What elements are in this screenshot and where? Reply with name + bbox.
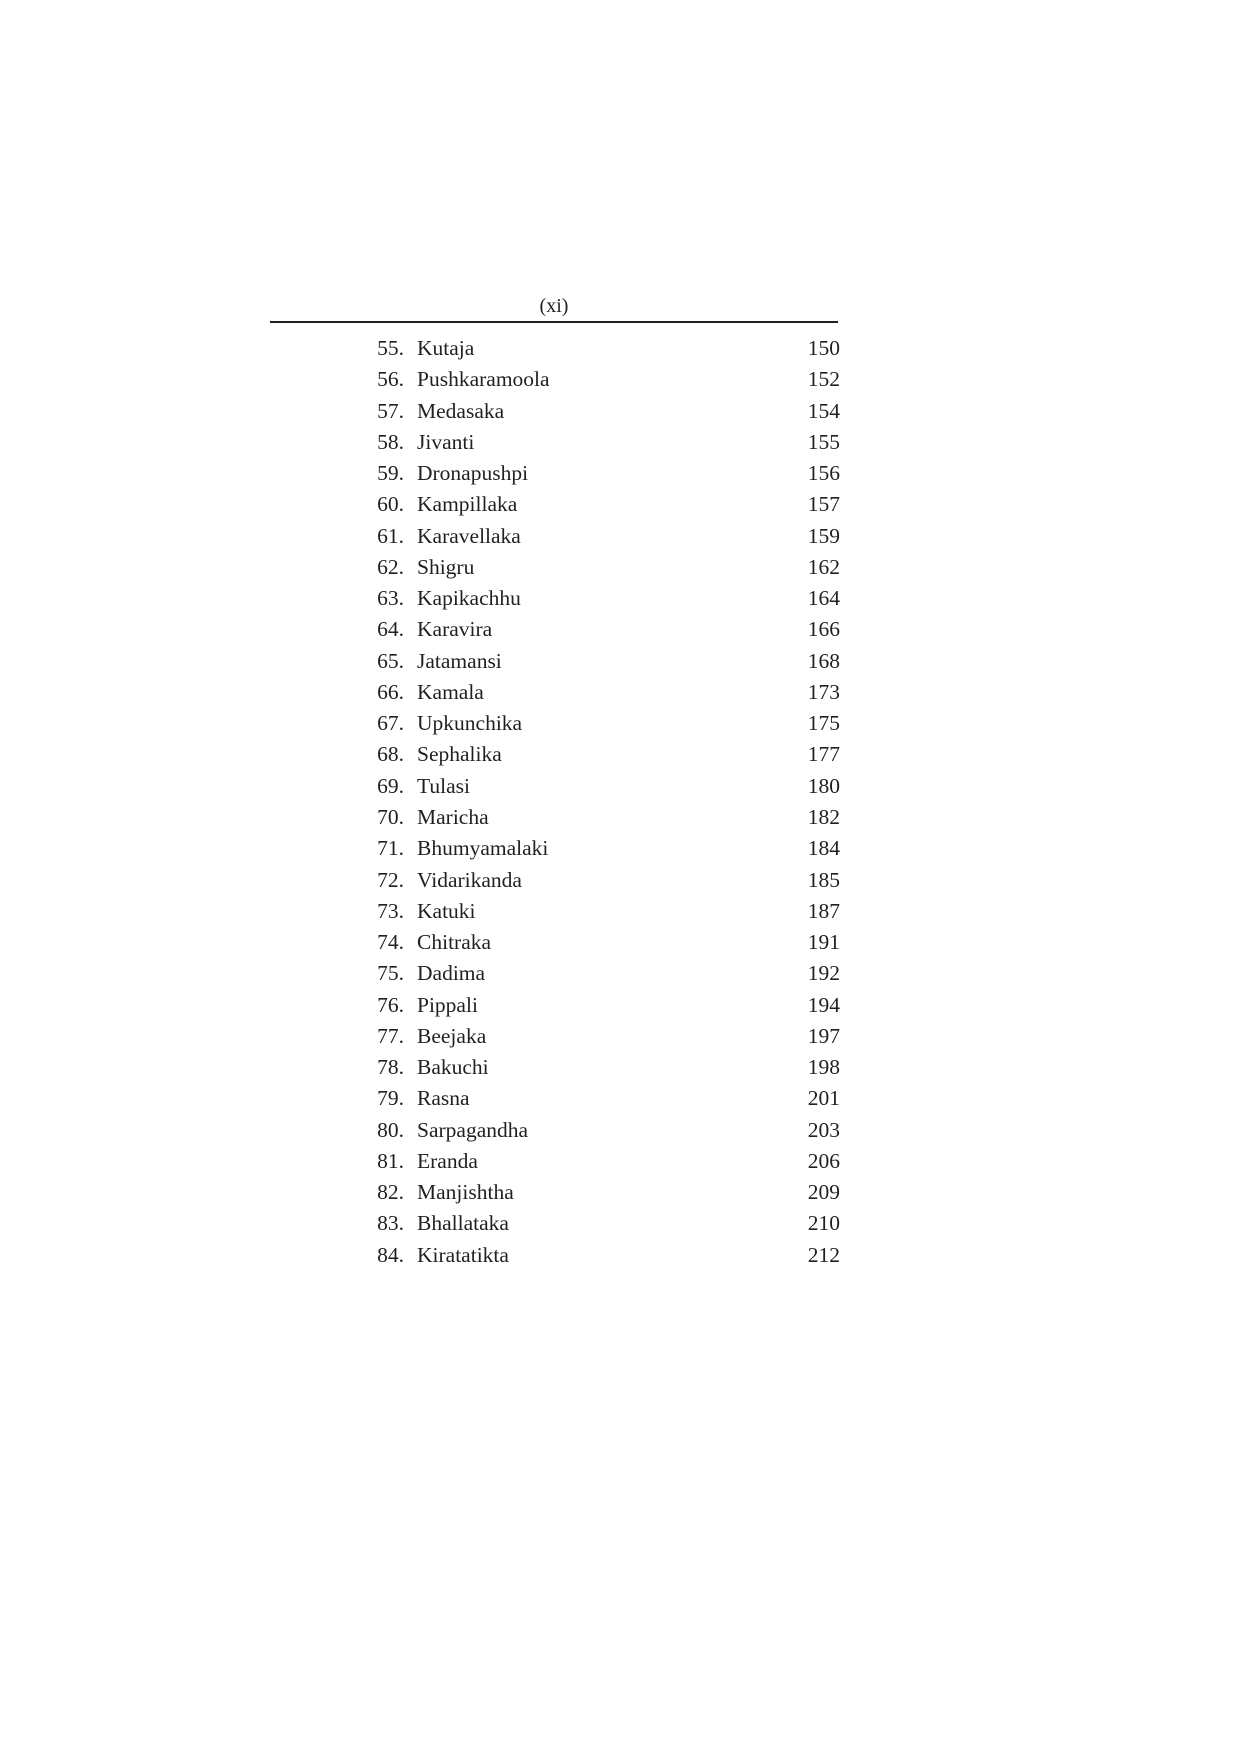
- toc-entry: [360, 709, 840, 740]
- toc-entry: [360, 991, 840, 1022]
- toc-entry: [360, 1147, 840, 1178]
- toc-entry-page: 157: [807, 492, 840, 517]
- toc-entry-number: 72.: [377, 867, 404, 892]
- toc-entry: [360, 522, 840, 553]
- toc-entry: [360, 584, 840, 615]
- toc-entry: [360, 1116, 840, 1147]
- toc-entry-title: Karavellaka: [417, 523, 521, 548]
- toc-entry-number: 82.: [377, 1180, 404, 1205]
- toc-entry-page: 155: [807, 429, 840, 454]
- toc-entry: [360, 334, 840, 365]
- toc-entry: [360, 1084, 840, 1115]
- toc-entry-page: 164: [807, 586, 840, 611]
- toc-entry: [360, 428, 840, 459]
- toc-entry-page: 173: [807, 679, 840, 704]
- toc-entry-number: 57.: [377, 398, 404, 423]
- toc-entry: [360, 647, 840, 678]
- toc-entry: [360, 615, 840, 646]
- toc-entry-page: 162: [807, 554, 840, 579]
- toc-entry-title: Medasaka: [417, 398, 505, 423]
- toc-entry-page: 191: [807, 930, 840, 955]
- toc-entry-page: 201: [807, 1086, 840, 1111]
- page-number-header: (xi): [539, 295, 569, 317]
- toc-entry: [360, 1178, 840, 1209]
- toc-entry-number: 66.: [377, 679, 404, 704]
- toc-entry-number: 77.: [377, 1023, 404, 1048]
- toc-entry: [360, 1209, 840, 1240]
- toc-entry-number: 76.: [377, 992, 404, 1017]
- toc-entry-title: Bhumyamalaki: [417, 836, 549, 861]
- toc-entry-page: 206: [807, 1148, 840, 1173]
- toc-entry-title: Kutaja: [417, 336, 475, 360]
- toc-entry: [360, 803, 840, 834]
- toc-entry-page: 180: [807, 773, 840, 798]
- toc-entry: [360, 459, 840, 490]
- toc-entry-number: 81.: [377, 1148, 404, 1173]
- toc-entry-title: Kapikachhu: [417, 586, 521, 611]
- toc-entry-number: 84.: [377, 1242, 404, 1267]
- toc-entry-page: 198: [807, 1055, 840, 1080]
- toc-entry: [360, 490, 840, 521]
- toc-entry: [360, 928, 840, 959]
- toc-entry-number: 67.: [377, 711, 404, 736]
- toc-entry-page: 182: [807, 804, 840, 829]
- toc-entry-title: Eranda: [417, 1148, 478, 1173]
- toc-entry-page: 150: [807, 336, 840, 360]
- toc-entry-title: Pippali: [417, 992, 478, 1017]
- toc-entry-page: 156: [807, 461, 840, 486]
- toc-entry: [360, 397, 840, 428]
- toc-entry-title: Upkunchika: [417, 711, 523, 736]
- toc-entry-number: 71.: [377, 836, 404, 861]
- toc-entry-title: Kampillaka: [417, 492, 518, 517]
- toc-entry-title: Sarpagandha: [417, 1117, 529, 1142]
- toc-entry-number: 59.: [377, 461, 404, 486]
- toc-entry: [360, 365, 840, 396]
- toc-entry-page: 194: [807, 992, 840, 1017]
- toc-entry-page: 154: [807, 398, 840, 423]
- toc-entry-number: 79.: [377, 1086, 404, 1111]
- toc-entry-number: 63.: [377, 586, 404, 611]
- header-rule: [270, 321, 838, 323]
- toc-entry-page: 187: [807, 898, 840, 923]
- toc-entry: [360, 959, 840, 990]
- toc-entry-title: Pushkaramoola: [417, 367, 550, 392]
- toc-entry-page: 166: [807, 617, 840, 642]
- toc-entry-title: Beejaka: [417, 1023, 487, 1048]
- toc-entry-title: Kamala: [417, 679, 484, 704]
- toc-entry-title: Maricha: [417, 804, 489, 829]
- toc-entry-title: Bhallataka: [417, 1211, 509, 1236]
- toc-entry: [360, 553, 840, 584]
- toc-entry-number: 65.: [377, 648, 404, 673]
- toc-entry: [360, 1241, 840, 1272]
- toc-entry-number: 61.: [377, 523, 404, 548]
- toc-entry-number: 73.: [377, 898, 404, 923]
- toc-entry-number: 69.: [377, 773, 404, 798]
- toc-entry-title: Sephalika: [417, 742, 502, 767]
- toc-entry-number: 74.: [377, 930, 404, 955]
- table-of-contents: [360, 334, 840, 1272]
- toc-entry-page: 159: [807, 523, 840, 548]
- toc-entry-page: 192: [807, 961, 840, 986]
- toc-entry: [360, 772, 840, 803]
- toc-entry-number: 70.: [377, 804, 404, 829]
- toc-entry: [360, 1053, 840, 1084]
- toc-entry-page: 210: [807, 1211, 840, 1236]
- toc-entry: [360, 678, 840, 709]
- toc-entry-page: 168: [807, 648, 840, 673]
- toc-entry-number: 64.: [377, 617, 404, 642]
- toc-entry-page: 203: [807, 1117, 840, 1142]
- toc-entry-title: Karavira: [417, 617, 493, 642]
- toc-entry-title: Chitraka: [417, 930, 492, 955]
- toc-entry-page: 152: [807, 367, 840, 392]
- toc-entry-number: 83.: [377, 1211, 404, 1236]
- toc-entry-title: Vidarikanda: [417, 867, 522, 892]
- toc-entry-title: Rasna: [417, 1086, 470, 1111]
- toc-entry: [360, 866, 840, 897]
- toc-entry-title: Jivanti: [417, 429, 475, 454]
- toc-entry: [360, 897, 840, 928]
- toc-entry-page: 177: [807, 742, 840, 767]
- toc-entry-number: 62.: [377, 554, 404, 579]
- toc-entry: [360, 740, 840, 771]
- toc-entry-title: Dadima: [417, 961, 486, 986]
- toc-entry-page: 212: [807, 1242, 840, 1267]
- toc-entry: [360, 1022, 840, 1053]
- toc-entry-title: Shigru: [417, 554, 475, 579]
- toc-entry-title: Katuki: [417, 898, 476, 923]
- toc-entry-page: 185: [807, 867, 840, 892]
- toc-entry-number: 60.: [377, 492, 404, 517]
- toc-entry-page: 197: [807, 1023, 840, 1048]
- toc-entry-number: 56.: [377, 367, 404, 392]
- toc-entry: [360, 834, 840, 865]
- toc-entry-title: Kiratatikta: [417, 1242, 509, 1267]
- toc-entry-page: 209: [807, 1180, 840, 1205]
- toc-entry-number: 55.: [377, 336, 404, 360]
- toc-entry-page: 175: [807, 711, 840, 736]
- toc-entry-title: Jatamansi: [417, 648, 502, 673]
- toc-entry-number: 58.: [377, 429, 404, 454]
- toc-entry-page: 184: [807, 836, 840, 861]
- toc-entry-title: Manjishtha: [417, 1180, 514, 1205]
- toc-entry-title: Tulasi: [417, 773, 470, 798]
- toc-entry-number: 75.: [377, 961, 404, 986]
- toc-entry-number: 78.: [377, 1055, 404, 1080]
- toc-entry-title: Bakuchi: [417, 1055, 489, 1080]
- toc-entry-title: Dronapushpi: [417, 461, 529, 486]
- toc-entry-number: 68.: [377, 742, 404, 767]
- toc-entry-number: 80.: [377, 1117, 404, 1142]
